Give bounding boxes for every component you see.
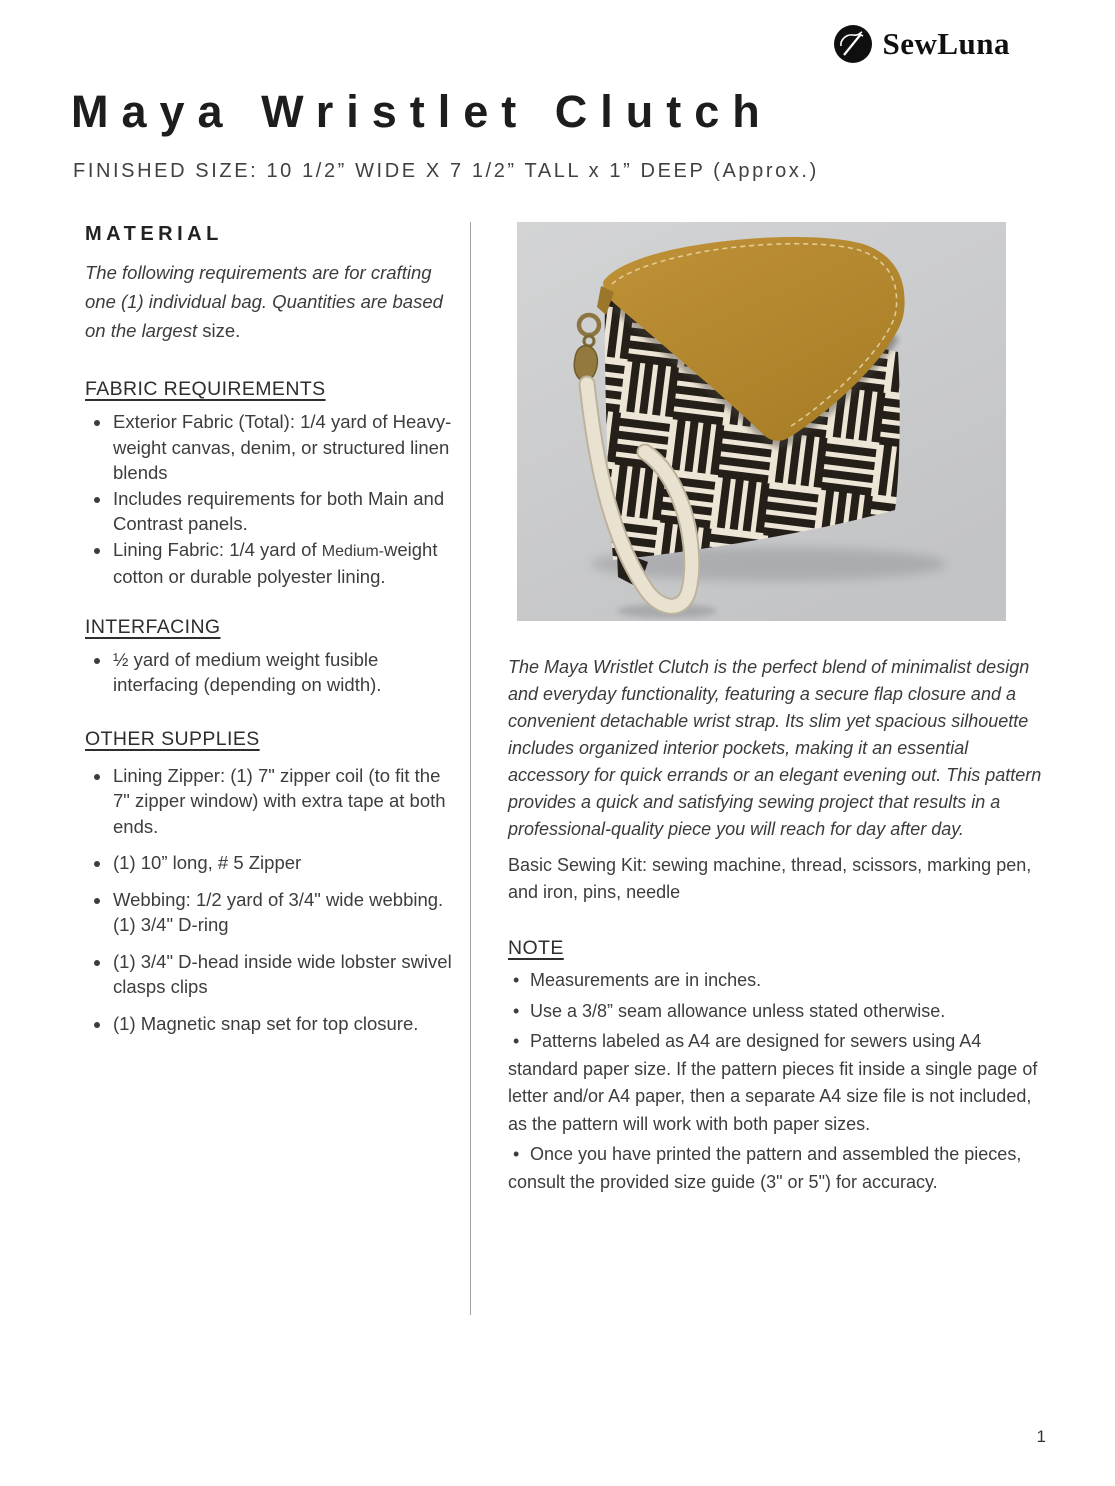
list-item	[112, 537, 457, 590]
product-description: The Maya Wristlet Clutch is the perfect blend of minimalist design and everyday functionality, featuring a secure flap closure and a convenient detachable wrist strap. Its slim yet spacious silhouette includes organized interior pockets, making it an essential accessory for quick errands or an elegant evening out. This pattern provides a quick and satisfying sewing project that results in a professional-quality piece you will reach for day after day.	[508, 657, 1042, 839]
bullet-icon: •	[513, 1000, 520, 1021]
brand-name: SewLuna	[882, 26, 1010, 61]
note-item	[508, 998, 1042, 1026]
bullet-icon: •	[513, 1031, 520, 1051]
material-intro	[85, 258, 457, 345]
note-item	[508, 967, 1042, 995]
material-intro-plain: size.	[197, 320, 241, 341]
note-item	[508, 1141, 1042, 1196]
page-title: Maya Wristlet Clutch	[71, 86, 773, 137]
needle-thread-icon	[833, 24, 873, 64]
list-item: • Exterior Fabric (Total): 1/4 yard of Heavy-weight canvas, denim, or structured linen blends	[112, 409, 457, 486]
list-item: • Lining Zipper: (1) 7" zipper coil (to fit the 7" zipper window) with extra tape at both ends.	[112, 763, 457, 840]
basic-sewing-kit: Basic Sewing Kit: sewing machine, thread, scissors, marking pen, and iron, pins, needle	[508, 855, 1032, 902]
lining-fabric-text: Lining Fabric: 1/4 yard of	[113, 538, 322, 560]
brand-logo	[833, 24, 1010, 64]
note-item-text: Use a 3/8” seam allowance unless stated otherwise.	[530, 1000, 946, 1021]
materials-column	[85, 220, 457, 1047]
note-heading: NOTE	[508, 937, 564, 959]
clutch-photo	[517, 222, 1006, 621]
note-list	[508, 967, 1042, 1196]
note-item	[508, 1028, 1042, 1138]
material-intro-italic: The following requirements are for crafting one (1) individual bag. Quantities are based on the largest	[85, 262, 443, 341]
material-heading: MATERIAL	[85, 223, 223, 245]
list-item: • (1) 3/4" D-head inside wide lobster swivel clasps clips	[112, 949, 457, 1000]
clutch-illustration	[517, 222, 1006, 621]
page-number: 1	[1036, 1427, 1046, 1446]
finished-size-subtitle: FINISHED SIZE: 10 1/2” WIDE X 7 1/2” TALL x 1” DEEP (Approx.)	[73, 160, 819, 182]
fabric-requirements-list	[85, 409, 457, 590]
bullet-icon: •	[513, 1144, 520, 1164]
list-item: • (1) 10” long, # 5 Zipper	[112, 850, 457, 876]
note-item-text: Patterns labeled as A4 are designed for sewers using A4 standard paper size. If the pattern pieces fit inside a single page of letter and/or A4 paper, then a separate A4 size file is not included, as the pattern will work with both paper sizes.	[508, 1031, 1038, 1134]
list-item: • ½ yard of medium weight fusible interfacing (depending on width).	[112, 647, 457, 698]
lining-fabric-small-text: Medium-	[321, 542, 384, 560]
list-item: • Includes requirements for both Main and Contrast panels.	[112, 486, 457, 537]
details-column	[508, 222, 1042, 1199]
list-item: • (1) Magnetic snap set for top closure.	[112, 1011, 457, 1037]
note-item-text: Measurements are in inches.	[530, 970, 762, 990]
column-divider	[470, 222, 471, 1315]
interfacing-list	[85, 647, 457, 698]
bullet-icon: •	[513, 970, 520, 990]
list-item: • Webbing: 1/2 yard of 3/4" wide webbing. (1) 3/4" D-ring	[112, 887, 457, 938]
fabric-requirements-heading: FABRIC REQUIREMENTS	[85, 378, 326, 400]
other-supplies-heading: OTHER SUPPLIES	[85, 727, 260, 750]
other-supplies-list	[85, 763, 457, 1037]
interfacing-heading: INTERFACING	[85, 615, 221, 638]
lining-fabric-text-tail: weight cotton or durable polyester lining.	[113, 538, 438, 587]
note-item-text: Once you have printed the pattern and assembled the pieces, consult the provided size guide (3" or 5") for accuracy.	[508, 1144, 1022, 1192]
